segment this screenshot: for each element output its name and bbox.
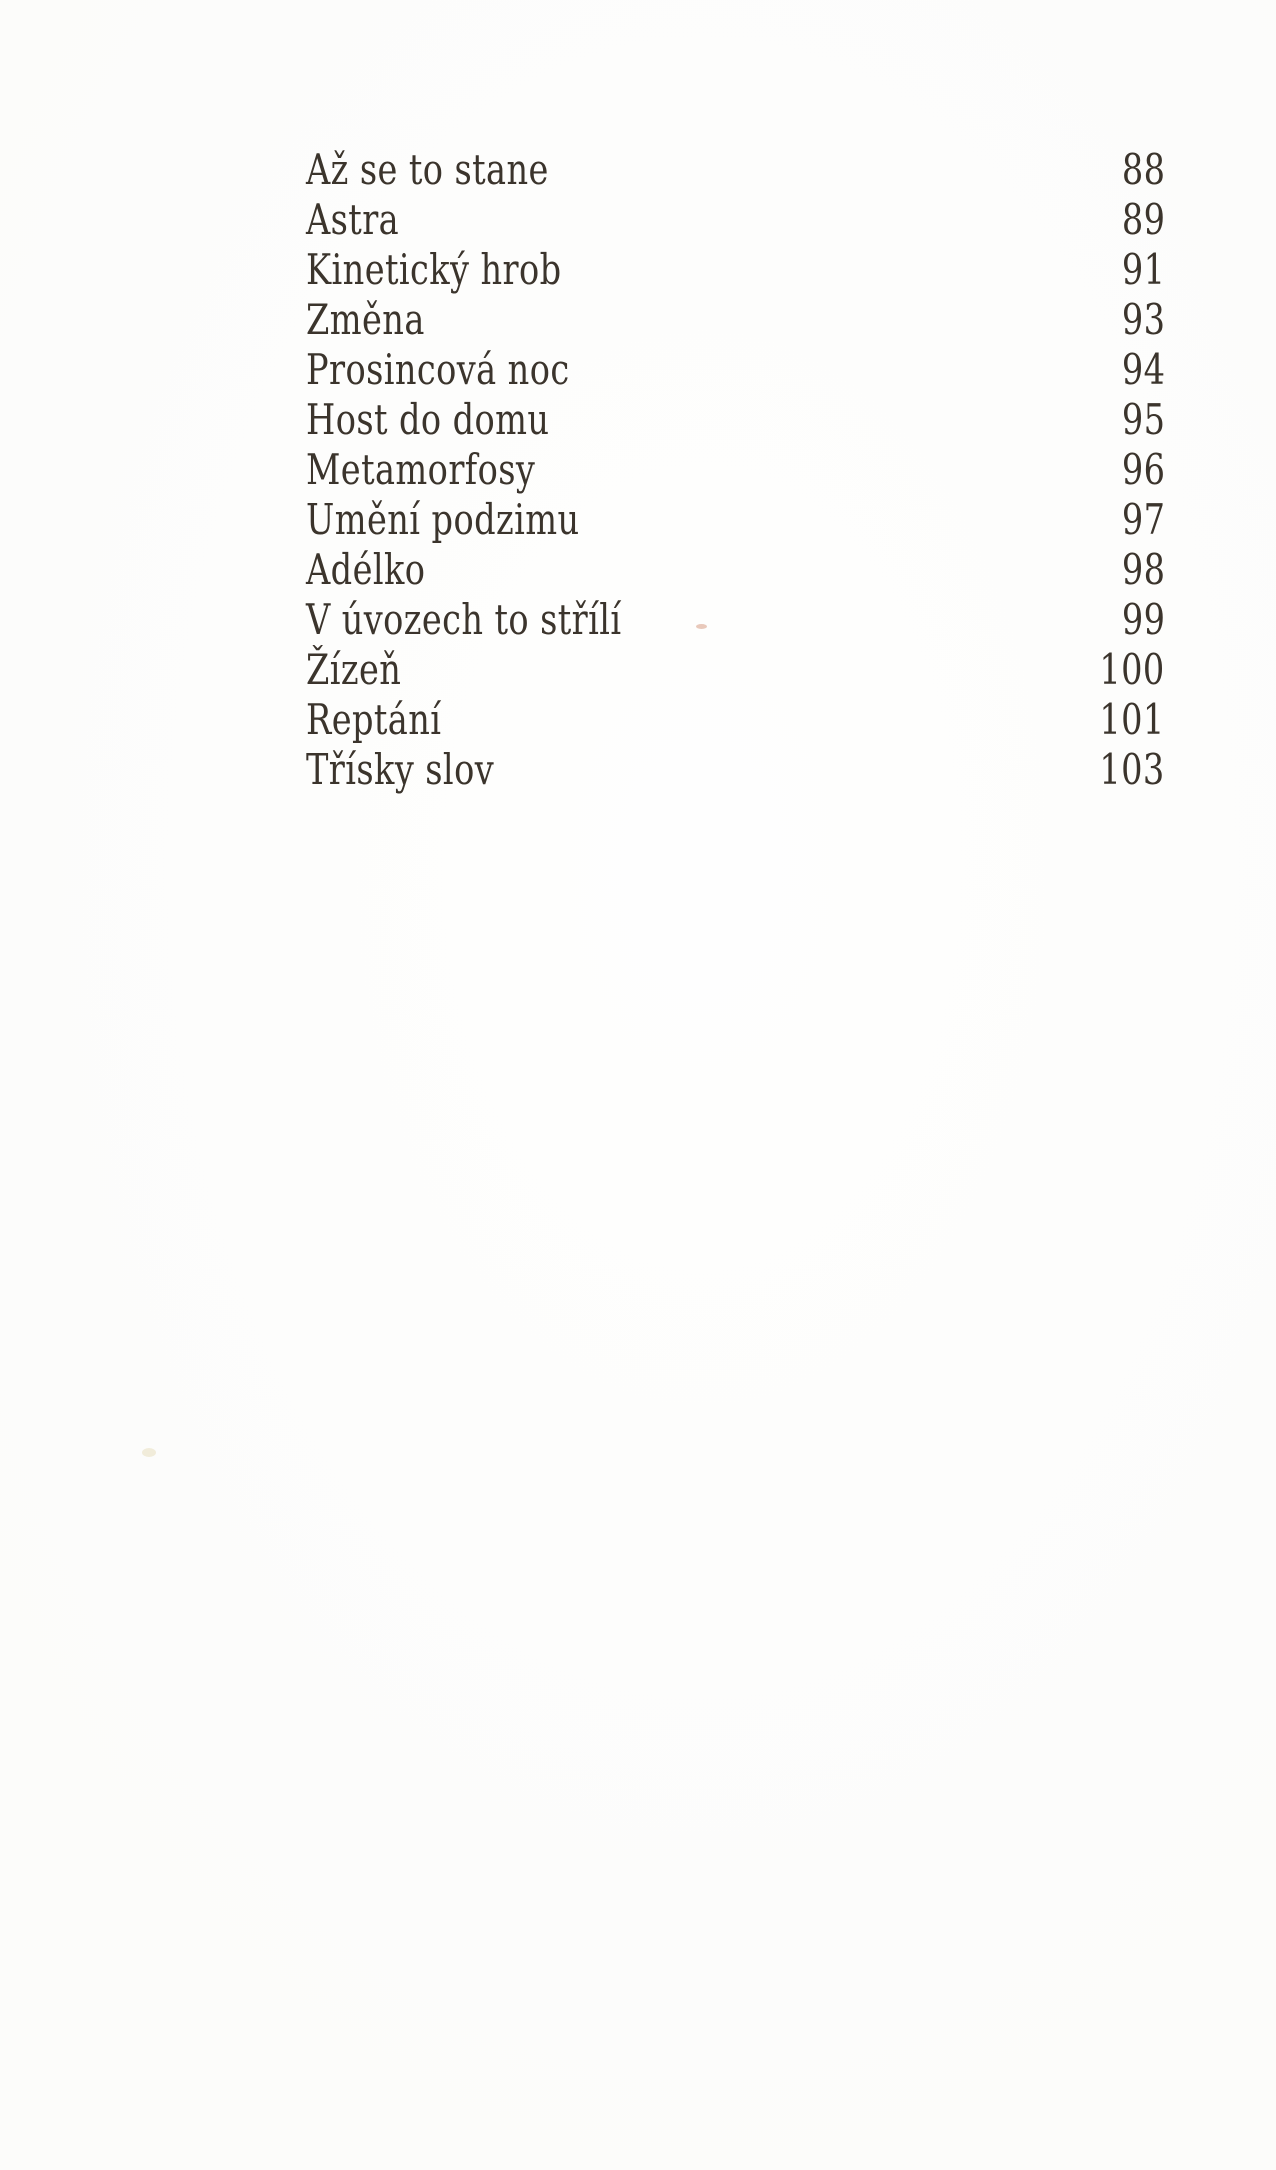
toc-entry-page-number: 98 <box>1121 545 1165 594</box>
toc-entry-title: Host do domu <box>306 395 550 444</box>
toc-entry-title: Prosincová noc <box>306 345 570 394</box>
toc-row <box>306 345 1165 395</box>
toc-entry-title: V úvozech to střílí <box>306 595 622 644</box>
toc-entry-page-number: 91 <box>1121 245 1165 294</box>
toc-entry-page-number: 96 <box>1121 445 1165 494</box>
toc-entry-title: Reptání <box>306 695 442 744</box>
toc-entry-title: Až se to stane <box>306 145 549 194</box>
toc-row <box>306 745 1165 795</box>
toc-entry-title: Adélko <box>306 545 426 594</box>
toc-row <box>306 145 1165 195</box>
toc-entry-title: Kinetický hrob <box>306 245 562 294</box>
toc-row <box>306 645 1165 695</box>
toc-entry-title: Umění podzimu <box>306 495 580 544</box>
toc-entry-page-number: 101 <box>1099 695 1165 744</box>
toc-entry-page-number: 93 <box>1121 295 1165 344</box>
toc-row <box>306 595 1165 645</box>
toc-entry-page-number: 103 <box>1099 745 1165 794</box>
toc-entry-title: Astra <box>306 195 400 244</box>
toc-entry-page-number: 99 <box>1121 595 1165 644</box>
toc-row <box>306 495 1165 545</box>
toc-entry-page-number: 97 <box>1121 495 1165 544</box>
toc-row <box>306 395 1165 445</box>
toc-entry-page-number: 94 <box>1121 345 1165 394</box>
scan-speck <box>142 1448 156 1457</box>
toc-entry-page-number: 95 <box>1121 395 1165 444</box>
toc-entry-title: Žízeň <box>306 645 402 694</box>
toc-entry-page-number: 89 <box>1121 195 1165 244</box>
toc-entry-page-number: 100 <box>1099 645 1165 694</box>
toc-entry-page-number: 88 <box>1121 145 1165 194</box>
toc-list <box>306 145 1165 795</box>
toc-row <box>306 245 1165 295</box>
toc-entry-title: Třísky slov <box>306 745 495 794</box>
toc-entry-title: Metamorfosy <box>306 445 536 494</box>
toc-row <box>306 695 1165 745</box>
toc-entry-title: Změna <box>306 295 425 344</box>
toc-row <box>306 195 1165 245</box>
toc-row <box>306 445 1165 495</box>
toc-row <box>306 545 1165 595</box>
toc-row <box>306 295 1165 345</box>
